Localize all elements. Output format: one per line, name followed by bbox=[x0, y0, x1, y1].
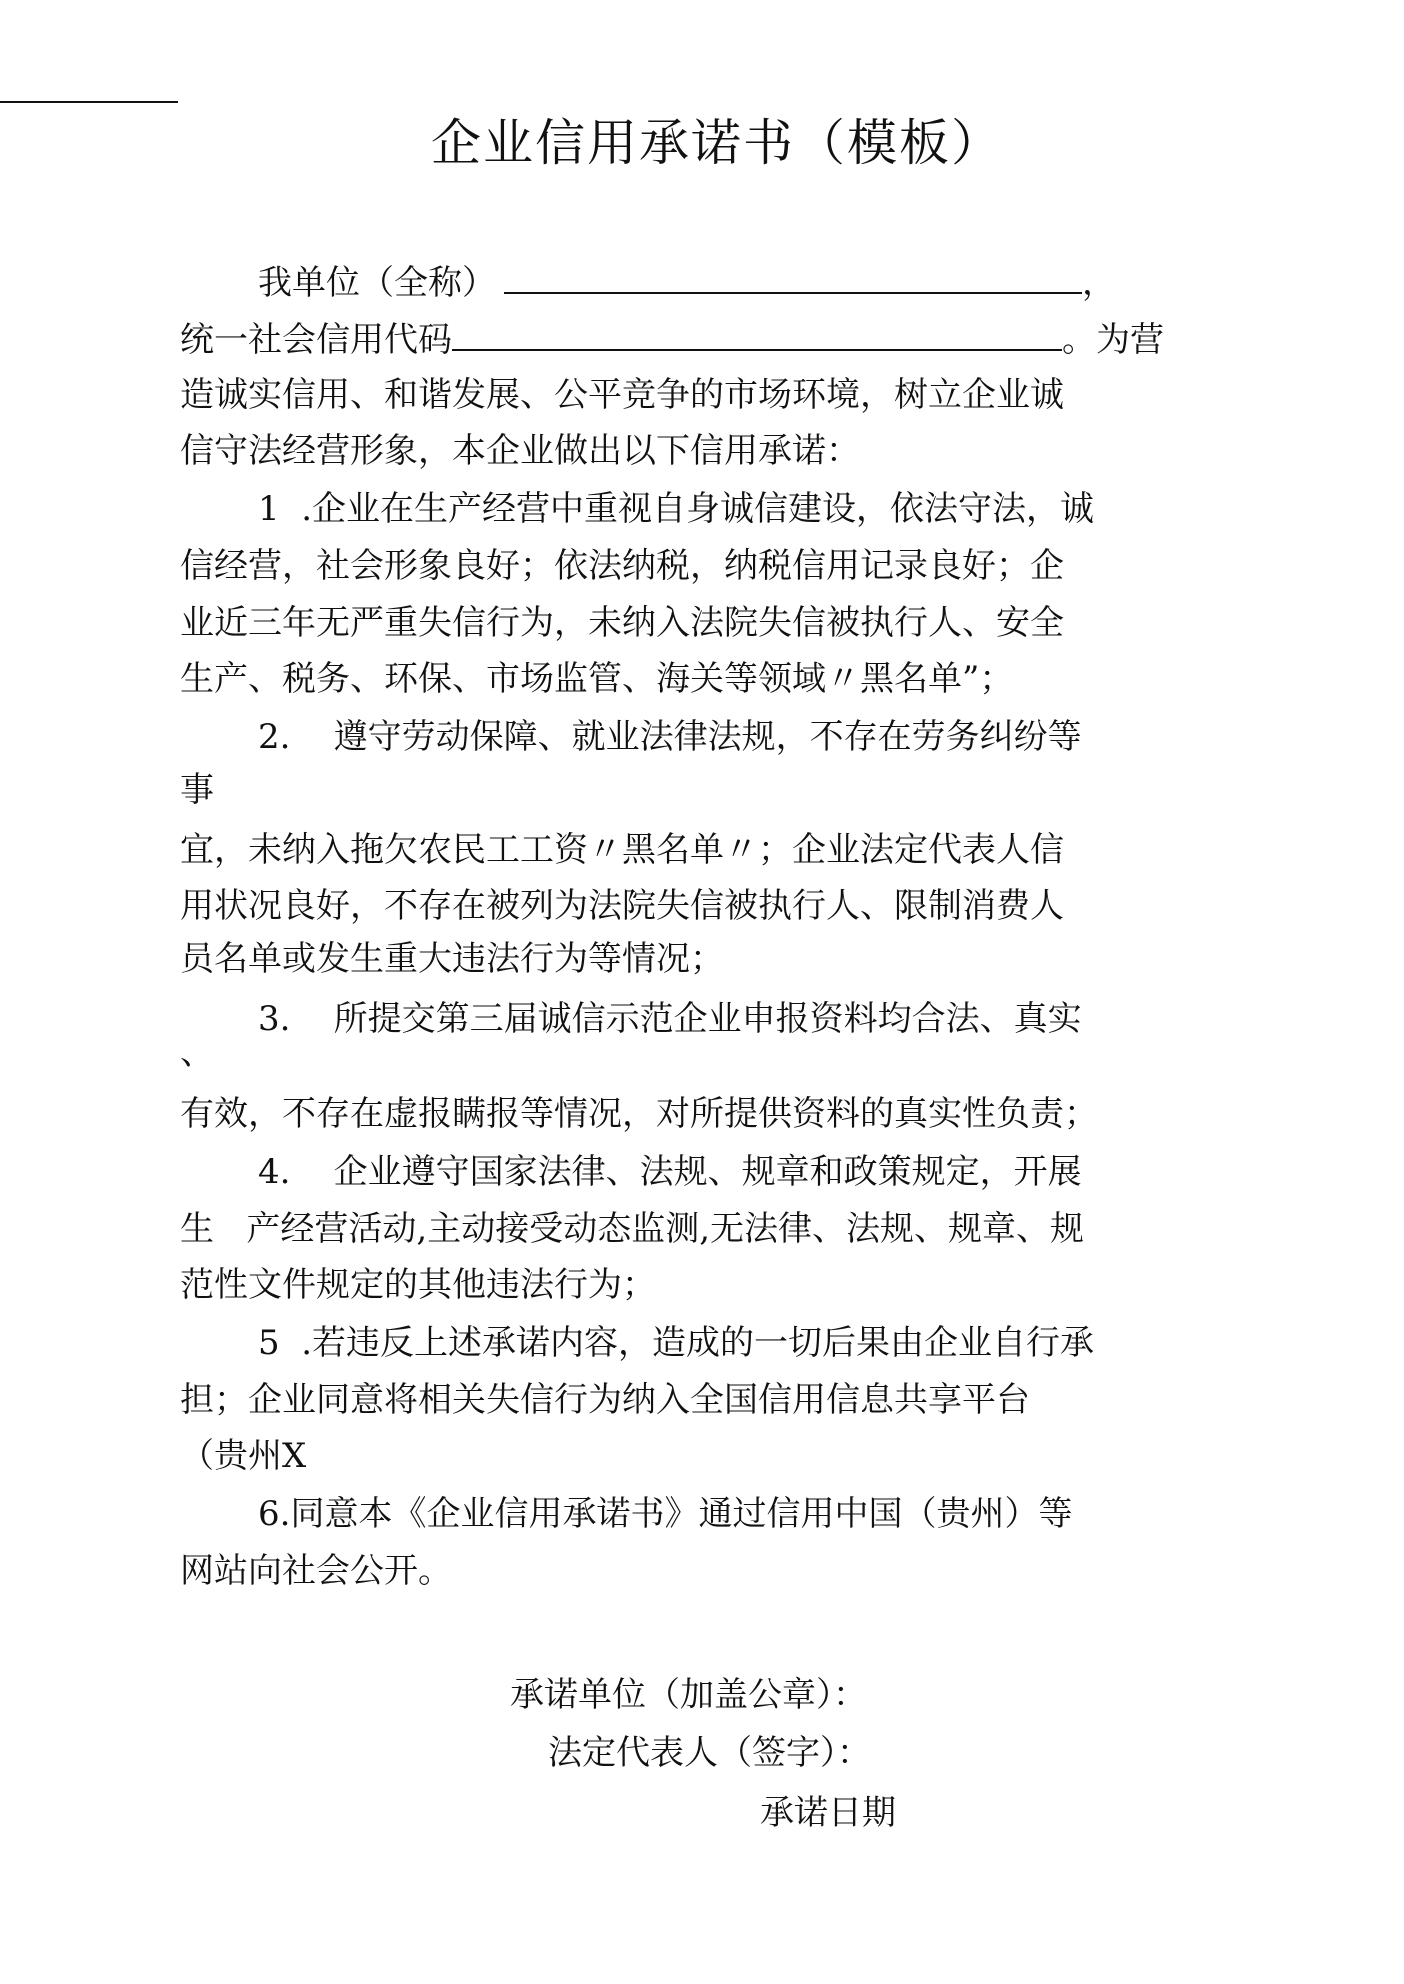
clause-3-line-2: 、 bbox=[180, 1033, 214, 1073]
intro-line-2 bbox=[180, 315, 1164, 363]
clause-1-line-4: 生产、税务、环保、市场监管、海关等领域〃黑名单”； bbox=[180, 659, 1014, 699]
clause-6-line-2: 网站向社会公开。 bbox=[180, 1551, 452, 1591]
clause-2-line-1: 2. 遵守劳动保障、就业法律法规，不存在劳务纠纷等 bbox=[258, 717, 1082, 757]
clause-2-line-3: 宜，未纳入拖欠农民工工资〃黑名单〃；企业法定代表人信 bbox=[180, 830, 1064, 870]
intro-line-4: 信守法经营形象，本企业做出以下信用承诺： bbox=[180, 431, 860, 471]
signature-unit-label: 承诺单位（加盖公章）： bbox=[510, 1675, 867, 1715]
clause-4-line-2: 生 产经营活动,主动接受动态监测,无法律、法规、规章、规 bbox=[180, 1209, 1085, 1249]
intro-line-1 bbox=[258, 258, 1116, 306]
clause-5-line-3: （贵州X bbox=[180, 1436, 307, 1476]
clause-6-line-1: 6.同意本《企业信用承诺书》通过信用中国（贵州）等 bbox=[258, 1494, 1073, 1534]
clause-2-line-2: 事 bbox=[180, 770, 214, 810]
clause-2-line-4: 用状况良好，不存在被列为法院失信被执行人、限制消费人 bbox=[180, 886, 1064, 926]
credit-code-label: 统一社会信用代码 bbox=[180, 320, 452, 360]
clause-2-line-5: 员名单或发生重大违法行为等情况； bbox=[180, 939, 724, 979]
clause-5-line-2: 担；企业同意将相关失信行为纳入全国信用信息共享平台 bbox=[180, 1380, 1030, 1420]
clause-4-line-1: 4. 企业遵守国家法律、法规、规章和政策规定，开展 bbox=[258, 1152, 1082, 1192]
intro-line-3: 造诚实信用、和谐发展、公平竞争的市场环境，树立企业诚 bbox=[180, 375, 1064, 415]
document-title: 企业信用承诺书（模板） bbox=[431, 114, 1003, 172]
clause-4-line-3: 范性文件规定的其他违法行为； bbox=[180, 1265, 656, 1305]
clause-3-line-3: 有效，不存在虚报瞒报等情况，对所提供资料的真实性负责； bbox=[180, 1094, 1098, 1134]
signature-rep-label: 法定代表人（签字）： bbox=[548, 1733, 871, 1773]
clause-5-line-1: 5 .若违反上述承诺内容，造成的一切后果由企业自行承 bbox=[258, 1323, 1095, 1363]
clause-1-line-3: 业近三年无严重失信行为，未纳入法院失信被执行人、安全 bbox=[180, 603, 1064, 643]
corner-rule bbox=[0, 101, 178, 103]
intro-line-2-end: 。为营 bbox=[1062, 320, 1164, 360]
signature-date-label: 承诺日期 bbox=[760, 1793, 896, 1833]
intro-line-1-end: ， bbox=[1082, 263, 1116, 303]
clause-3-line-1: 3. 所提交第三届诚信示范企业申报资料均合法、真实 bbox=[258, 999, 1082, 1039]
full-name-blank bbox=[504, 258, 1082, 294]
credit-code-blank bbox=[452, 315, 1062, 351]
full-name-label: 我单位（全称） bbox=[258, 263, 496, 303]
clause-1-line-2: 信经营，社会形象良好；依法纳税，纳税信用记录良好；企 bbox=[180, 546, 1064, 586]
clause-1-line-1: 1 .企业在生产经营中重视自身诚信建设，依法守法，诚 bbox=[258, 489, 1095, 529]
